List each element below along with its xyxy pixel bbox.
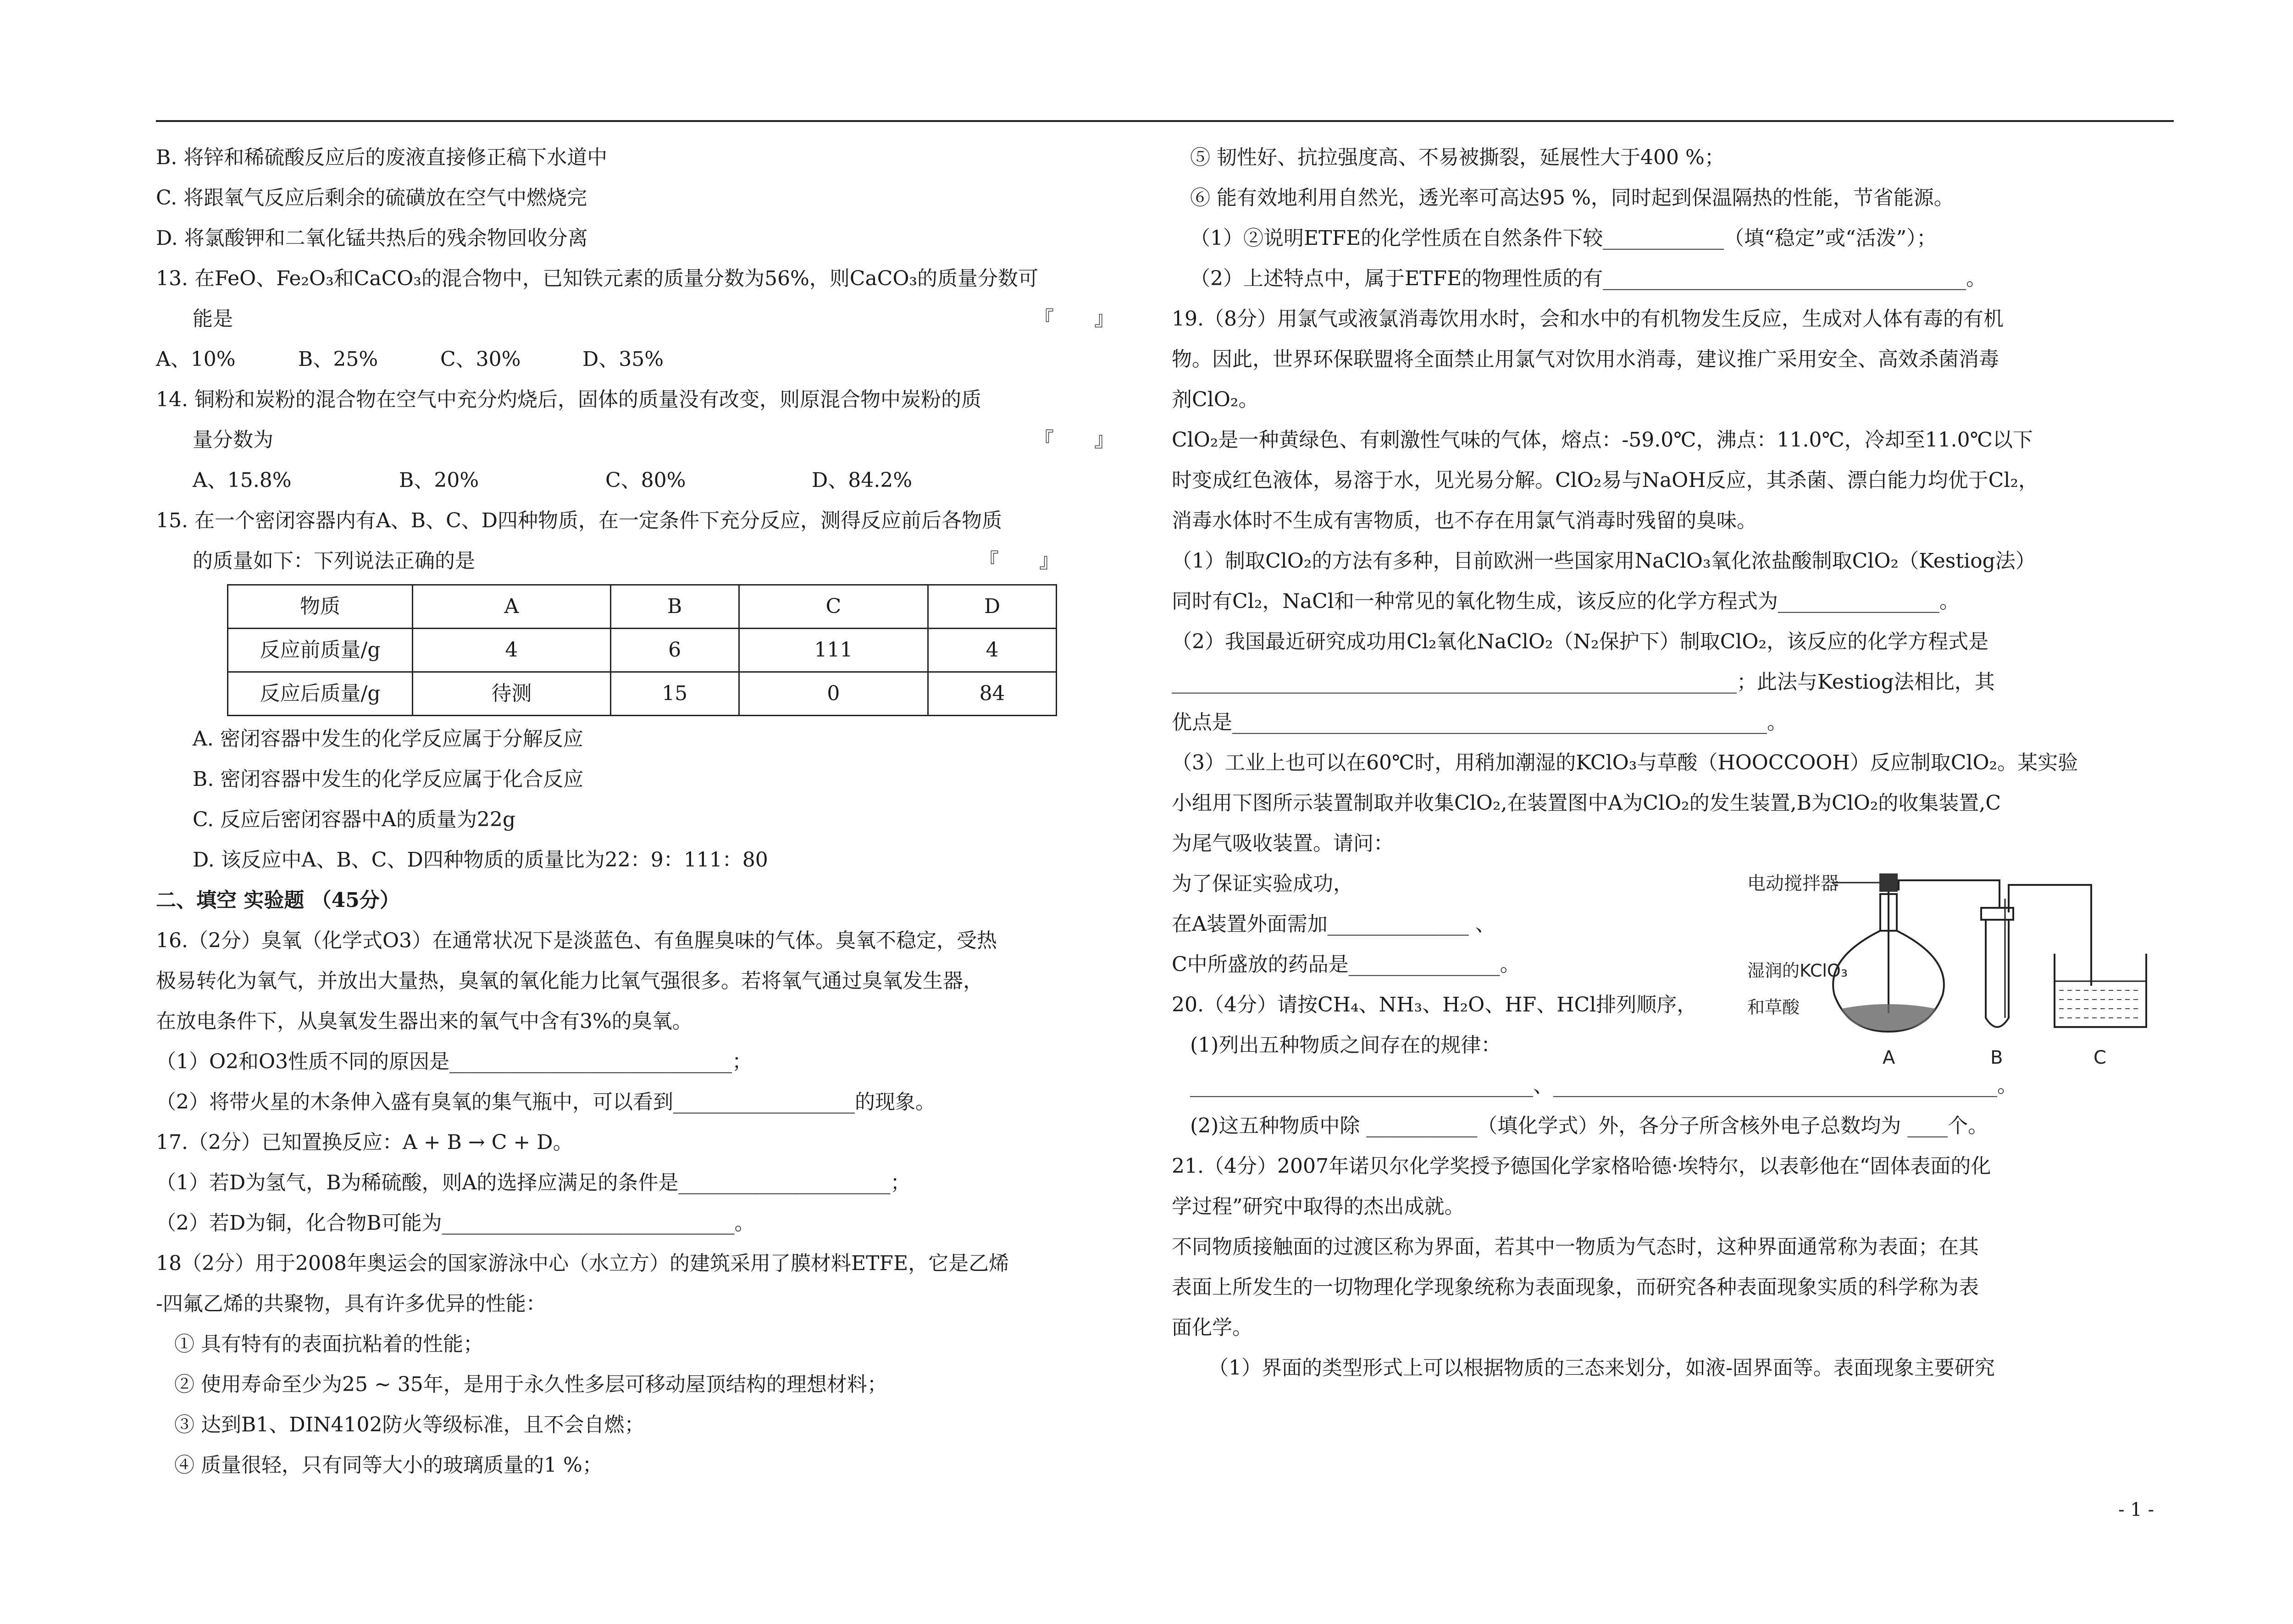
q14-option: D、84.2% (812, 469, 913, 492)
q18-part2: （2）上述特点中，属于ETFE的物理性质的有____________________________________。 (1190, 267, 1987, 290)
q13-stem-line1: 13. 在FeO、Fe₂O₃和CaCO₃的混合物中，已知铁元素的质量分数为56%，则CaCO₃的质量分数可 (156, 267, 1039, 290)
q19-part3: （3）工业上也可以在60℃时，用稍加潮湿的KClO₃与草酸（HOOCCOOH）反应制取ClO₂。某实验 (1172, 751, 2078, 774)
q21-line: 面化学。 (1172, 1316, 1252, 1339)
q19-part2: ________________________________________________________；此法与Kestiog法相比，其 (1172, 670, 1995, 694)
q21-line: 不同物质接触面的过渡区称为界面，若其中一物质为气态时，这种界面通常称为表面；在其 (1172, 1235, 1979, 1259)
reagent-label: 和草酸 (1747, 997, 1800, 1017)
table-cell: 反应后质量/g (228, 672, 413, 716)
q18-part1: （1）②说明ETFE的化学性质在自然条件下较____________（填“稳定”或“活泼”）； (1190, 226, 1937, 250)
q20-part2: (2)这五种物质中除 ___________（填化学式）外，各分子所含核外电子总数均为 ____个。 (1190, 1114, 1988, 1138)
q14-answer-bracket: 『 』 (1034, 428, 1114, 452)
q16-line: 在放电条件下，从臭氧发生器出来的氧气中含有3%的臭氧。 (156, 1010, 692, 1033)
q19-part3-blank-a: 在A装置外面需加______________ 、 (1172, 912, 1495, 936)
table-header-cell: D (928, 585, 1057, 629)
section-heading: 二、填空 实验题 （45分） (156, 889, 400, 912)
q13-stem-text: 能是 (193, 307, 233, 331)
q19-line: 剂ClO₂。 (1172, 388, 1259, 411)
table-header-cell: B (610, 585, 739, 629)
q15-option-b: B. 密闭容器中发生的化学反应属于化合反应 (193, 768, 584, 791)
q20-part1-blanks: __________________________________、____________________________________________。 (1190, 1074, 2017, 1097)
q13-option: D、35% (582, 348, 664, 371)
table-cell: 84 (928, 672, 1057, 716)
q13-option: B、25% (298, 348, 378, 371)
table-header-row (228, 585, 1057, 629)
q14-options (156, 460, 1142, 501)
beaker-c (2055, 954, 2146, 1027)
q19-part3: 为了保证实验成功， (1172, 872, 1353, 895)
q13-answer-bracket: 『 』 (1034, 307, 1114, 331)
q19-line: 物。因此，世界环保联盟将全面禁止用氯气对饮用水消毒，建议推广采用安全、高效杀菌消毒 (1172, 348, 1999, 371)
q14-stem-line2 (156, 420, 1142, 460)
table-cell: 6 (610, 629, 739, 672)
q16-part2: （2）将带火星的木条伸入盛有臭氧的集气瓶中，可以看到__________________的现象。 (156, 1090, 936, 1114)
stirrer-label: 电动搅拌器 (1747, 873, 1839, 894)
q13-option: A、10% (156, 348, 236, 371)
q13-option: C、30% (440, 348, 521, 371)
q16-line: 极易转化为氧气，并放出大量热，臭氧的氧化能力比氧气强很多。若将氧气通过臭氧发生器， (156, 969, 983, 993)
q19-part3: 为尾气吸收装置。请问： (1172, 832, 1394, 855)
q20-stem: 20.（4分）请按CH₄、NH₃、H₂O、HF、HCl排列顺序， (1172, 993, 1697, 1016)
q14-stem-text: 量分数为 (193, 428, 273, 452)
page-number: - 1 - (2118, 1499, 2154, 1520)
q15-stem-line1: 15. 在一个密闭容器内有A、B、C、D四种物质，在一定条件下充分反应，测得反应前后各物质 (156, 509, 1002, 532)
stirrer-motor (1879, 873, 1898, 892)
connecting-tube-bc (2009, 885, 2091, 986)
table-cell: 待测 (413, 672, 611, 716)
q19-part2: 优点是_____________________________________________________。 (1172, 711, 1787, 734)
q19-line: 时变成红色液体，易溶于水，见光易分解。ClO₂易与NaOH反应，其杀菌、漂白能力均优于Cl₂， (1172, 469, 2038, 492)
q18-property: ③ 达到B1、DIN4102防火等级标准，且不会自燃； (174, 1413, 645, 1436)
q21-line: 21.（4分）2007年诺贝尔化学奖授予德国化学家格哈德·埃特尔，以表彰他在“固体表面的化 (1172, 1154, 1991, 1178)
table-cell: 4 (928, 629, 1057, 672)
q18-stem: 18（2分）用于2008年奥运会的国家游泳中心（水立方）的建筑采用了膜材料ETFE，它是乙烯 (156, 1252, 1009, 1275)
q18-stem: -四氟乙烯的共聚物，具有许多优异的性能： (156, 1292, 546, 1315)
clo2-apparatus-figure (1743, 862, 2183, 1073)
q18-property: ② 使用寿命至少为25 ~ 35年，是用于永久性多层可移动屋顶结构的理想材料； (174, 1373, 887, 1396)
q19-part3-blank-c: C中所盛放的药品是_______________。 (1172, 953, 1520, 976)
q20-part1: (1)列出五种物质之间存在的规律： (1190, 1033, 1501, 1057)
q15-option-c: C. 反应后密闭容器中A的质量为22g (193, 808, 515, 831)
q19-part1: 同时有Cl₂，NaCl和一种常见的氧化物生成，该反应的化学方程式为________________。 (1172, 590, 1960, 613)
q18-property: ⑤ 韧性好、抗拉强度高、不易被撕裂，延展性大于400 %； (1190, 146, 1725, 169)
q12-option-d: D. 将氯酸钾和二氧化锰共热后的残余物回收分离 (156, 226, 588, 250)
q14-option: C、80% (605, 469, 686, 492)
left-column (156, 138, 1142, 1486)
q21-line: 学过程”研究中取得的杰出成就。 (1172, 1195, 1465, 1218)
q15-stem-line2 (156, 541, 1142, 581)
q15-mass-table (227, 584, 1057, 716)
label-b: B (1990, 1047, 2003, 1068)
q15-answer-bracket: 『 』 (979, 549, 1059, 573)
q13-stem-line2 (156, 299, 1142, 339)
q19-part3: 小组用下图所示装置制取并收集ClO₂,在装置图中A为ClO₂的发生装置,B为ClO₂的收集装置,C (1172, 791, 2001, 815)
q14-option: B、20% (399, 469, 479, 492)
q14-option: A、15.8% (193, 469, 292, 492)
table-header-cell: A (413, 585, 611, 629)
right-column (1172, 138, 2174, 1388)
q14-stem-line1: 14. 铜粉和炭粉的混合物在空气中充分灼烧后，固体的质量没有改变，则原混合物中炭粉的质 (156, 388, 981, 411)
q18-property: ⑥ 能有效地利用自然光，透光率可高达95 %，同时起到保温隔热的性能，节省能源。 (1190, 186, 1954, 210)
q19-part1: （1）制取ClO₂的方法有多种，目前欧洲一些国家用NaClO₃氧化浓盐酸制取ClO₂（Kestiog法） (1172, 549, 2036, 573)
q19-part2: （2）我国最近研究成功用Cl₂氧化NaClO₂（N₂保护下）制取ClO₂，该反应的化学方程式是 (1172, 630, 1989, 653)
table-cell: 反应前质量/g (228, 629, 413, 672)
q17-part1: （1）若D为氢气，B为稀硫酸，则A的选择应满足的条件是_____________________； (156, 1171, 911, 1194)
q12-option-b: B. 将锌和稀硫酸反应后的废液直接修正稿下水道中 (156, 146, 608, 169)
q19-line: ClO₂是一种黄绿色、有刺激性气味的气体，熔点：-59.0℃，沸点：11.0℃，冷却至11.0℃以下 (1172, 428, 2033, 452)
table-row (228, 629, 1057, 672)
q21-part1: （1）界面的类型形式上可以根据物质的三态来划分，如液-固界面等。表面现象主要研究 (1208, 1356, 1995, 1380)
q19-line: 19.（8分）用氯气或液氯消毒饮用水时，会和水中的有机物发生反应，生成对人体有毒的有机 (1172, 307, 2004, 331)
table-cell: 4 (413, 629, 611, 672)
q16-line: 16.（2分）臭氧（化学式O3）在通常状况下是淡蓝色、有鱼腥臭味的气体。臭氧不稳定，受热 (156, 929, 997, 952)
reagent-label: 湿润的KClO₃ (1747, 961, 1848, 981)
test-tube-b (1981, 899, 2013, 1027)
q13-options (156, 339, 1142, 380)
q17-stem: 17.（2分）已知置换反应：A + B → C + D。 (156, 1131, 573, 1154)
q15-option-a: A. 密闭容器中发生的化学反应属于分解反应 (193, 727, 583, 751)
q18-property: ④ 质量很轻，只有同等大小的玻璃质量的1 %； (174, 1453, 603, 1477)
table-header-cell: C (739, 585, 928, 629)
q12-option-c: C. 将跟氧气反应后剩余的硫磺放在空气中燃烧完 (156, 186, 587, 210)
q15-stem-text: 的质量如下：下列说法正确的是 (193, 549, 475, 573)
header-rule (156, 120, 2174, 122)
table-row (228, 672, 1057, 716)
q21-line: 表面上所发生的一切物理化学现象统称为表面现象，而研究各种表面现象实质的科学称为表 (1172, 1276, 1979, 1299)
table-cell: 111 (739, 629, 928, 672)
label-a: A (1883, 1047, 1895, 1068)
table-header-cell: 物质 (228, 585, 413, 629)
q17-part2: （2）若D为铜，化合物B可能为_____________________________。 (156, 1211, 755, 1235)
q16-part1: （1）O2和O3性质不同的原因是____________________________； (156, 1050, 753, 1073)
q19-line: 消毒水体时不生成有害物质，也不存在用氯气消毒时残留的臭味。 (1172, 509, 1757, 532)
table-cell: 0 (739, 672, 928, 716)
q15-option-d: D. 该反应中A、B、C、D四种物质的质量比为22：9：111：80 (193, 848, 768, 872)
table-cell: 15 (610, 672, 739, 716)
q18-property: ① 具有特有的表面抗粘着的性能； (174, 1332, 483, 1356)
label-c: C (2094, 1047, 2106, 1068)
